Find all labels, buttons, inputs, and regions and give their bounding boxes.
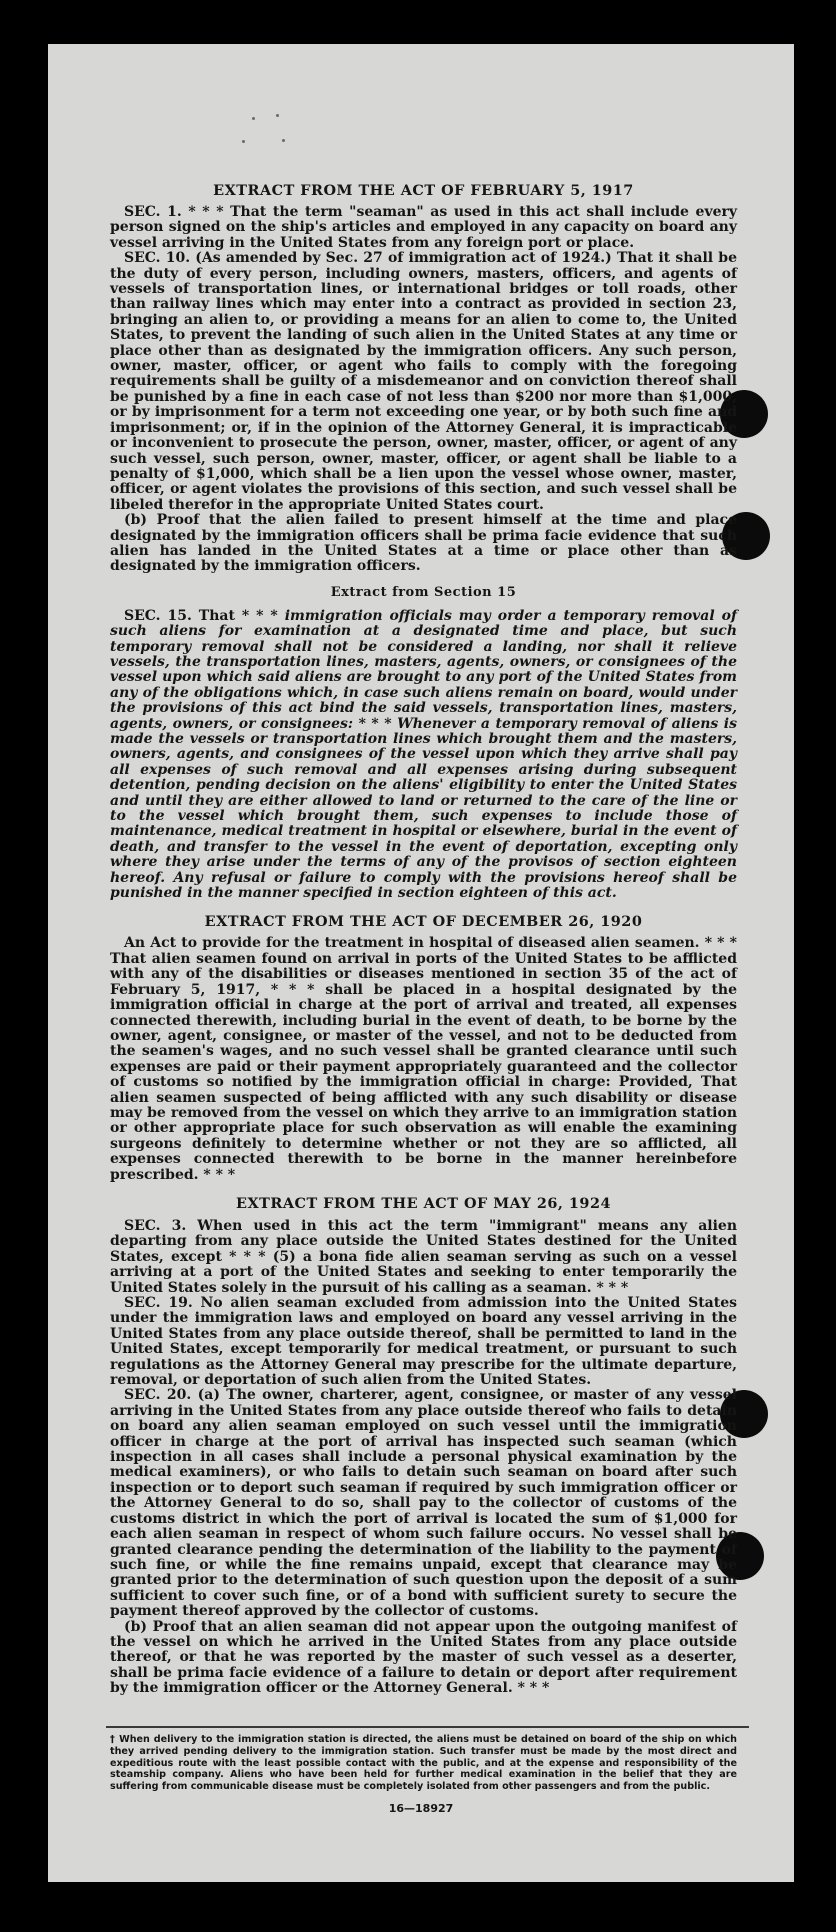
footnote-divider [106,1726,749,1728]
paragraph-sec-10b: (b) Proof that the alien failed to present himself at the time and place designated by the immigration officers shall be prima facie evidence that such alien has landed in the United States at a time or place other than as designated by the immigration officers. [110,512,737,575]
section-heading-1920: EXTRACT FROM THE ACT OF DECEMBER 26, 1920 [204,913,643,931]
paper-speck [252,117,255,120]
footnote: † When delivery to the immigration station is directed, the aliens must be detained on board of the ship on which they arrived pending delivery to the immigration station. Such transfer must be made by the most direct and expeditious route with the least possible contact with the public, and at the expense and responsibility of the steamship company. Aliens who have been held for further medical examination in the belief that they are suffering from communicable disease must be completely isolated from other passengers and from the public. [110,1734,737,1793]
paragraph-act-1920: An Act to provide for the treatment in hospital of diseased alien seamen. * * * That alien seamen found on arrival in ports of the United States to be afflicted with any of the disabilities or diseases mentioned in section 35 of the act of February 5, 1917, * * * shall be placed in a hospital designated by the immigration official in charge at the port of arrival and treated, all expenses connected therewith, including burial in the event of death, to be borne by the owner, agent, consignee, or master of the vessel, and not to be deducted from the seamen's wages, and no such vessel shall be granted clearance until such expenses are paid or their payment appropriately guaranteed and the collector of customs so notified by the immigration official in charge: Provided, That alien seamen suspected of being afflicted with any such disability or disease may be removed from the vessel on which they arrive to an immigration station or other appropriate place for such observation as will enable the examining surgeons definitely to determine whether or not they are so afflicted, all expenses connected therewith to be borne in the manner hereinbefore prescribed. * * * [110,935,737,1183]
paragraph-sec-20b: (b) Proof that an alien seaman did not appear upon the outgoing manifest of the vessel on which he arrived in the United States from any place outside thereof, or that he was reported by the master of such vessel as a deserter, shall be prima facie evidence of a failure to detain or deport after requirement by the immigration officer or the Attorney General. * * * [110,1618,737,1697]
section-heading-1917: EXTRACT FROM THE ACT OF FEBRUARY 5, 1917 [213,182,634,199]
sec-15-prefix: SEC. 15. That * * * [124,607,278,624]
sec-15-text: immigration officials may order a temporary removal of such aliens for examination at a designated time and place, but such temporary removal shall not be considered a landing, nor shall it relieve vessels, the transportation lines, masters, agents, owners, or consignees of the vessel upon which said aliens are brought to any port of the United States from any of the obligations which, in case such aliens remain on board, would under the provisions of this act bind the said vessels, transportation lines, masters, agents, owners, or consignees: * * * Whenever a temporary removal of aliens is made the vessels or transportation lines which brought them and the masters, owners, agents, and consignees of the vessel upon which they arrive shall pay all expenses of such removal and all expenses arising during subsequent detention, pending decision on the aliens' eligibility to enter the United States and until they are either allowed to land or returned to the care of the line or to the vessel which brought them, such expenses to include those of maintenance, medical treatment in hospital or elsewhere, burial in the event of death, and transfer to the vessel in the event of deportation, excepting only where they arise under the terms of any of the provisos of section eighteen hereof. Any refusal or failure to comply with the provisions hereof shall be punished in the manner specified in section eighteen of this act. [110,607,737,902]
paragraph-sec-20a: SEC. 20. (a) The owner, charterer, agent, consignee, or master of any vessel arriving in the United States from any place outside thereof who fails to detain on board any alien seaman employed on such vessel until the immigration officer in charge at the port of arrival has inspected such seaman (which inspection in all cases shall include a personal physical examination by the medical examiners), or who fails to detain such seaman on board after such inspection or to deport such seaman if required by such immigration officer or the Attorney General to do so, shall pay to the collector of customs of the customs district in which the port of arrival is located the sum of $1,000 for each alien seaman in respect of whom such failure occurs. No vessel shall be granted clearance pending the determination of the liability to the payment of such fine, or while the fine remains unpaid, except that clearance may be granted prior to the determination of such question upon the deposit of a sum sufficient to cover such fine, or of a bond with sufficient surety to secure the payment thereof approved by the collector of customs. [110,1387,737,1620]
paragraph-sec-3: SEC. 3. When used in this act the term "immigrant" means any alien departing from any place outside the United States destined for the United States, except * * * (5) a bona fide alien seaman serving as such on a vessel arriving at a port of the United States and seeking to enter temporarily the United States solely in the pursuit of his calling as a seaman. * * * [110,1217,737,1296]
section-heading-sec-15: Extract from Section 15 [330,584,517,600]
form-code: 16—18927 [388,1802,454,1815]
document-page [48,44,794,1882]
paper-speck [276,114,279,117]
paper-speck [242,140,245,143]
section-heading-1924: EXTRACT FROM THE ACT OF MAY 26, 1924 [236,1194,611,1212]
paragraph-sec-15 [110,609,737,902]
paragraph-sec-1: SEC. 1. * * * That the term "seaman" as used in this act shall include every person signed on the ship's articles and employed in any capacity on board any vessel arriving in the United States from any foreign port or place. [110,204,737,251]
document-body [110,182,737,1697]
paper-speck [282,139,285,142]
paragraph-sec-10: SEC. 10. (As amended by Sec. 27 of immigration act of 1924.) That it shall be the duty of every person, including owners, masters, officers, and agents of vessels of transportation lines, or international bridges or toll roads, other than railway lines which may enter into a contract as provided in section 23, bringing an alien to, or providing a means for an alien to come to, the United States, to prevent the landing of such alien in the United States at any time or place other than as designated by the immigration officers. Any such person, owner, master, officer, or agent who fails to comply with the foregoing requirements shall be guilty of a misdemeanor and on conviction thereof shall be punished by a fine in each case of not less than $200 nor more than $1,000, or by imprisonment for a term not exceeding one year, or by both such fine and imprisonment; or, if in the opinion of the Attorney General, it is impracticable or inconvenient to prosecute the person, owner, master, officer, or agent of any such vessel, such person, owner, master, officer, or agent shall be liable to a penalty of $1,000, which shall be a lien upon the vessel whose owner, master, officer, or agent violates the provisions of this section, and such vessel shall be libeled therefor in the appropriate United States court. [110,250,737,513]
paragraph-sec-19: SEC. 19. No alien seaman excluded from admission into the United States under the immigration laws and employed on board any vessel arriving in the United States from any place outside thereof, shall be permitted to land in the United States, except temporarily for medical treatment, or pursuant to such regulations as the Attorney General may prescribe for the ultimate departure, removal, or deportation of such alien from the United States. [110,1295,737,1389]
